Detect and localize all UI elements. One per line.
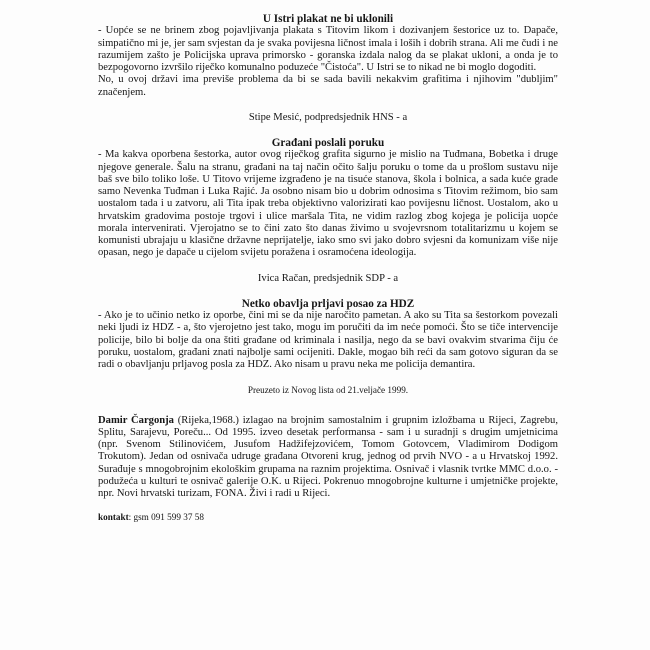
statement-paragraph: - Ma kakva oporbena šestorka, autor ovog riječkog grafita sigurno je mislio na Tuđmana, Bobetka i druge njegove generale. Šalu na stranu, građani na taj način očito šalju poruku o tome da u prošlom sustavu nije baš sve bilo toliko loše. U Titovo vrijeme izgrađeno je na tisuće stanova, škola i bolnica, a sada kuće grade samo Nevenka Tuđman i Luka Rajić. Ja osobno nisam bio u dobrim odnosima s Titovim režimom, bio sam uostalom tada i u zatvoru, ali Tita ipak treba objektivno valorizirati kao povijesnu ličnost. Uostalom, ako u hrvatskim gradovima postoje trgovi i ulice maršala Tita, ne vidim razlog zbog kojega je policija uopće morala intervenirati. Vjerojatno se to čini zato što danas živimo u svojevrsnom totalitarizmu u kojem se komunisti ubrajaju u klasične državne neprijatelje, iako smo svi jako dobro svjesni da komunizam više nije opasan, nego je dapače u cijelom svijetu poražena i osramoćena ideologija. bbox=[98, 149, 558, 259]
statement-paragraph: - Uopće se ne brinem zbog pojavljivanja plakata s Titovim likom i dozivanjem šestorice uz to. Dapače, simpatično mi je, jer sam svjestan da je svaka povijesna ličnost imala i loših i dobrih strana. Ali me čudi i ne razumijem zašto je Policijska uprava primorsko - goranska izdala nalog da se plakat ukloni, a onda je to bezpogovorno izvršilo riječko komunalno poduzeće "Čistoća". U Istri se to nikad ne bi moglo dogoditi. bbox=[98, 25, 558, 73]
source-note: Preuzeto iz Novog lista od 21.veljače 1999. bbox=[247, 385, 409, 396]
statement-paragraph: - Ako je to učinio netko iz oporbe, čini mi se da nije naročito pametan. A ako su Tita sa šestorkom povezali neki ljudi iz HDZ - a, što vjerojetno jest tako, mogu im poručiti da im neće pomoći. Što se tiče intervencije policije, bilo bi bolje da ona štiti građane od kriminala i nasilja, nego da se bavi ovakvim stvarima čiju će poruku, uostalom, građani znati najbolje sami ocijeniti. Dakle, mogao bih reći da sam gotovo siguran da se radi o obavljanju prljavog posla za HDZ. Ako nisam u pravu neka me policija demantira. bbox=[98, 310, 558, 370]
contact-line bbox=[98, 511, 558, 523]
section-title: Građani poslali poruku bbox=[271, 137, 385, 149]
signature: Ivica Račan, predsjednik SDP - a bbox=[257, 272, 399, 284]
artist-bio-text: (Rijeka,1968.) izlagao na brojnim samostalnim i grupnim izložbama u Rijeci, Zagrebu, Splitu, Sarajevu, Poreču... Od 1995. izveo desetak performansa - sam i u suradnji s drugim umjetnicima (npr. Svenom Stilinovićem, Jusufom Hadžifejzovićem, Tomom Gotovcem, Vladimirom Dodigom Trokutom). Jedan od osnivača udruge građana Otvoreni krug, jednog od prvih NVO - a u Hrvatskoj 1992. Surađuje s mnogobrojnim ekološkim grupama na raznim projektima. Osnivač i vlasnik tvrtke MMC d.o.o. - podužeća u kulturi te osnivač galerije O.K. u Rijeci. Pokrenuo mnogobrojne kulturne i umjetničke projekte, npr. Novi hrvatski turizam, FONA. Živi i radi u Rijeci. bbox=[98, 414, 558, 499]
section-hdz bbox=[98, 298, 558, 372]
section-title: U Istri plakat ne bi uklonili bbox=[262, 13, 394, 25]
artist-bio bbox=[98, 415, 558, 501]
statement-paragraph: No, u ovoj državi ima previše problema da bi se sada bavili nekakvim grafitima i njihovim "dubljim" značenjem. bbox=[98, 74, 558, 98]
artist-name: Damir Čargonja bbox=[98, 414, 174, 426]
signature: Stipe Mesić, podpredsjednik HNS - a bbox=[248, 111, 408, 123]
contact-value: : gsm 091 599 37 58 bbox=[128, 512, 204, 523]
section-gradani bbox=[98, 137, 558, 285]
contact-label: kontakt bbox=[98, 512, 129, 523]
section-istri bbox=[98, 13, 558, 124]
section-title: Netko obavlja prljavi posao za HDZ bbox=[241, 297, 415, 310]
